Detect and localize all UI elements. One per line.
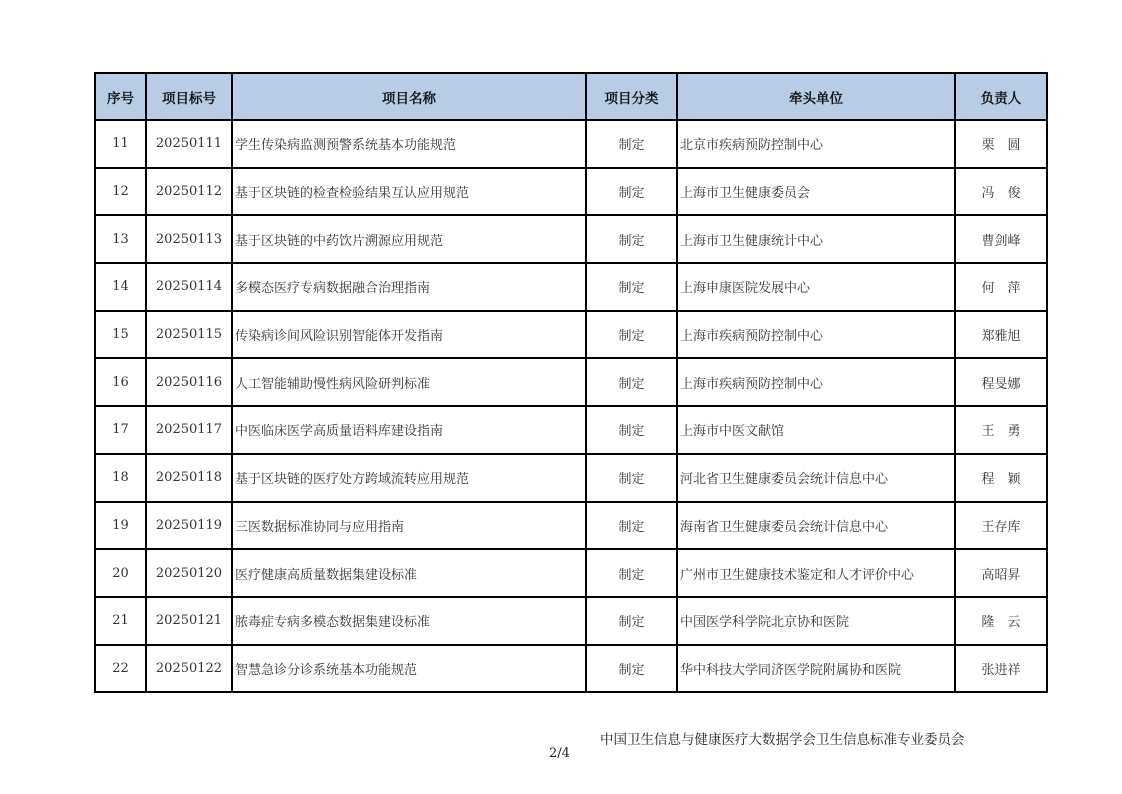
cell-code: 20250114: [146, 263, 232, 311]
table-row: [95, 454, 1047, 502]
cell-leader: 张进祥: [955, 645, 1047, 693]
cell-name: 传染病诊间风险识别智能体开发指南: [232, 311, 586, 359]
cell-leader: 冯 俊: [955, 168, 1047, 216]
cell-unit: 上海市中医文献馆: [677, 406, 955, 454]
table-row: [95, 406, 1047, 454]
cell-category: 制定: [586, 215, 677, 263]
cell-code: 20250120: [146, 549, 232, 597]
footer-organization: 中国卫生信息与健康医疗大数据学会卫生信息标准专业委员会: [600, 732, 965, 748]
cell-no: 11: [95, 120, 146, 168]
cell-category: 制定: [586, 263, 677, 311]
cell-no: 14: [95, 263, 146, 311]
cell-category: 制定: [586, 502, 677, 550]
table-row: [95, 358, 1047, 406]
cell-no: 18: [95, 454, 146, 502]
cell-name: 基于区块链的医疗处方跨域流转应用规范: [232, 454, 586, 502]
cell-name: 三医数据标准协同与应用指南: [232, 502, 586, 550]
cell-name: 人工智能辅助慢性病风险研判标准: [232, 358, 586, 406]
header-row: [95, 73, 1047, 120]
cell-name: 医疗健康高质量数据集建设标准: [232, 549, 586, 597]
cell-name: 基于区块链的检查检验结果互认应用规范: [232, 168, 586, 216]
cell-category: 制定: [586, 454, 677, 502]
cell-code: 20250116: [146, 358, 232, 406]
table-row: [95, 645, 1047, 693]
cell-no: 17: [95, 406, 146, 454]
table-row: [95, 263, 1047, 311]
cell-name: 智慧急诊分诊系统基本功能规范: [232, 645, 586, 693]
header-unit: 牵头单位: [677, 73, 955, 120]
cell-unit: 上海市疾病预防控制中心: [677, 311, 955, 359]
table-row: [95, 168, 1047, 216]
cell-name: 学生传染病监测预警系统基本功能规范: [232, 120, 586, 168]
cell-unit: 北京市疾病预防控制中心: [677, 120, 955, 168]
header-leader: 负责人: [955, 73, 1047, 120]
header-no: 序号: [95, 73, 146, 120]
cell-unit: 上海市卫生健康统计中心: [677, 215, 955, 263]
cell-unit: 上海市疾病预防控制中心: [677, 358, 955, 406]
cell-unit: 中国医学科学院北京协和医院: [677, 597, 955, 645]
cell-leader: 隆 云: [955, 597, 1047, 645]
header-name: 项目名称: [232, 73, 586, 120]
cell-code: 20250111: [146, 120, 232, 168]
header-code: 项目标号: [146, 73, 232, 120]
cell-name: 脓毒症专病多模态数据集建设标准: [232, 597, 586, 645]
cell-category: 制定: [586, 311, 677, 359]
cell-unit: 华中科技大学同济医学院附属协和医院: [677, 645, 955, 693]
cell-code: 20250121: [146, 597, 232, 645]
cell-leader: 王存库: [955, 502, 1047, 550]
cell-category: 制定: [586, 358, 677, 406]
cell-leader: 郑雅旭: [955, 311, 1047, 359]
cell-category: 制定: [586, 549, 677, 597]
table-header: [95, 73, 1047, 120]
cell-category: 制定: [586, 597, 677, 645]
cell-category: 制定: [586, 120, 677, 168]
cell-code: 20250112: [146, 168, 232, 216]
table-row: [95, 120, 1047, 168]
cell-unit: 河北省卫生健康委员会统计信息中心: [677, 454, 955, 502]
cell-no: 13: [95, 215, 146, 263]
cell-leader: 程旻娜: [955, 358, 1047, 406]
table-row: [95, 597, 1047, 645]
table-body: [95, 120, 1047, 692]
header-category: 项目分类: [586, 73, 677, 120]
cell-unit: 上海市卫生健康委员会: [677, 168, 955, 216]
cell-name: 基于区块链的中药饮片溯源应用规范: [232, 215, 586, 263]
cell-no: 15: [95, 311, 146, 359]
cell-category: 制定: [586, 645, 677, 693]
cell-name: 中医临床医学高质量语料库建设指南: [232, 406, 586, 454]
table-row: [95, 215, 1047, 263]
cell-leader: 何 萍: [955, 263, 1047, 311]
cell-no: 22: [95, 645, 146, 693]
cell-no: 19: [95, 502, 146, 550]
cell-code: 20250119: [146, 502, 232, 550]
page-number: 2/4: [549, 746, 570, 761]
cell-code: 20250115: [146, 311, 232, 359]
cell-code: 20250117: [146, 406, 232, 454]
cell-code: 20250113: [146, 215, 232, 263]
cell-unit: 海南省卫生健康委员会统计信息中心: [677, 502, 955, 550]
cell-unit: 广州市卫生健康技术鉴定和人才评价中心: [677, 549, 955, 597]
table-row: [95, 311, 1047, 359]
cell-no: 20: [95, 549, 146, 597]
cell-leader: 栗 圆: [955, 120, 1047, 168]
cell-code: 20250122: [146, 645, 232, 693]
cell-leader: 程 颖: [955, 454, 1047, 502]
cell-leader: 曹剑峰: [955, 215, 1047, 263]
cell-no: 16: [95, 358, 146, 406]
cell-name: 多模态医疗专病数据融合治理指南: [232, 263, 586, 311]
table-row: [95, 502, 1047, 550]
cell-no: 12: [95, 168, 146, 216]
cell-no: 21: [95, 597, 146, 645]
cell-category: 制定: [586, 406, 677, 454]
table-row: [95, 549, 1047, 597]
cell-leader: 王 勇: [955, 406, 1047, 454]
cell-unit: 上海申康医院发展中心: [677, 263, 955, 311]
cell-category: 制定: [586, 168, 677, 216]
cell-leader: 高昭昇: [955, 549, 1047, 597]
project-table: [94, 72, 1048, 693]
cell-code: 20250118: [146, 454, 232, 502]
